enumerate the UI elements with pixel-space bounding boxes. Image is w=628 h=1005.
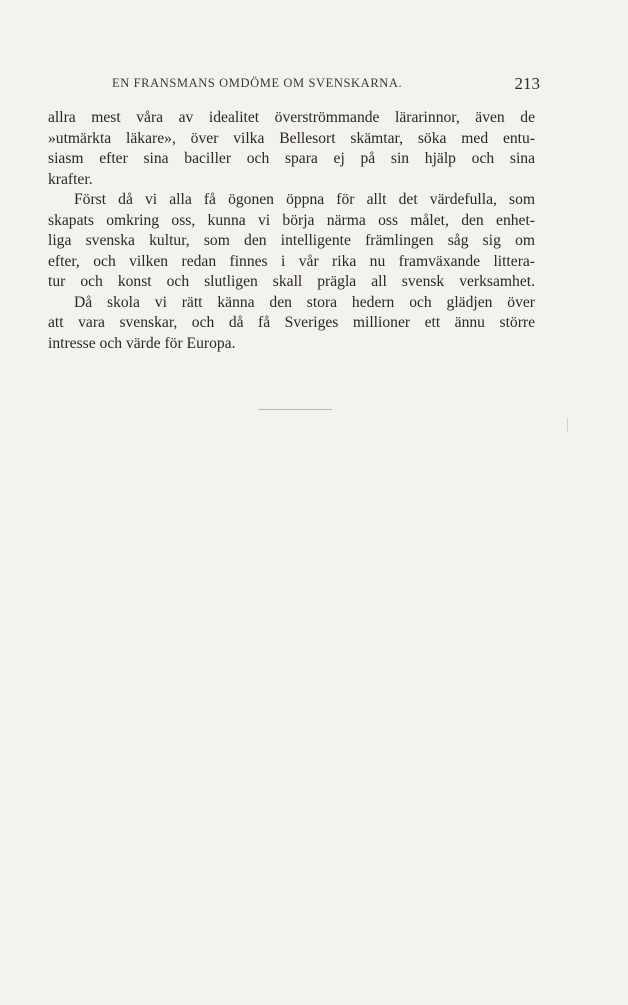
text-line: »utmärkta läkare», över vilka Bellesort skämtar, söka med entu- [48,129,535,147]
section-end-rule [258,409,332,410]
text-line: allra mest våra av idealitet överströmmande lärarinnor, även de [48,109,535,126]
text-line: krafter. [48,170,93,188]
paragraph [48,108,535,190]
text-line: intresse och värde för Europa. [48,334,236,352]
text-line: skapats omkring oss, kunna vi börja närma oss målet, den enhet- [48,211,535,229]
text-line: att vara svenskar, och då få Sveriges millioner ett ännu större [48,314,535,331]
text-line: Först då vi alla få ögonen öppna för allt det värdefulla, som [74,191,535,208]
text-line: siasm efter sina baciller och spara ej på sin hjälp och sina [48,150,535,167]
text-line: liga svenska kultur, som den intelligente främlingen såg sig om [48,232,535,249]
paragraph [48,190,535,293]
paper-mark [567,418,568,432]
text-line: efter, och vilken redan finnes i vår rika nu framväxande littera- [48,252,535,270]
page-number: 213 [514,74,540,93]
text-line: tur och konst och slutligen skall prägla all svensk verksamhet. [48,273,535,290]
body-text [48,108,535,354]
paragraph [48,293,535,355]
running-title: EN FRANSMANS OMDÖME OM SVENSKARNA. [112,76,403,90]
text-line: Då skola vi rätt känna den stora hedern och glädjen över [74,293,535,311]
